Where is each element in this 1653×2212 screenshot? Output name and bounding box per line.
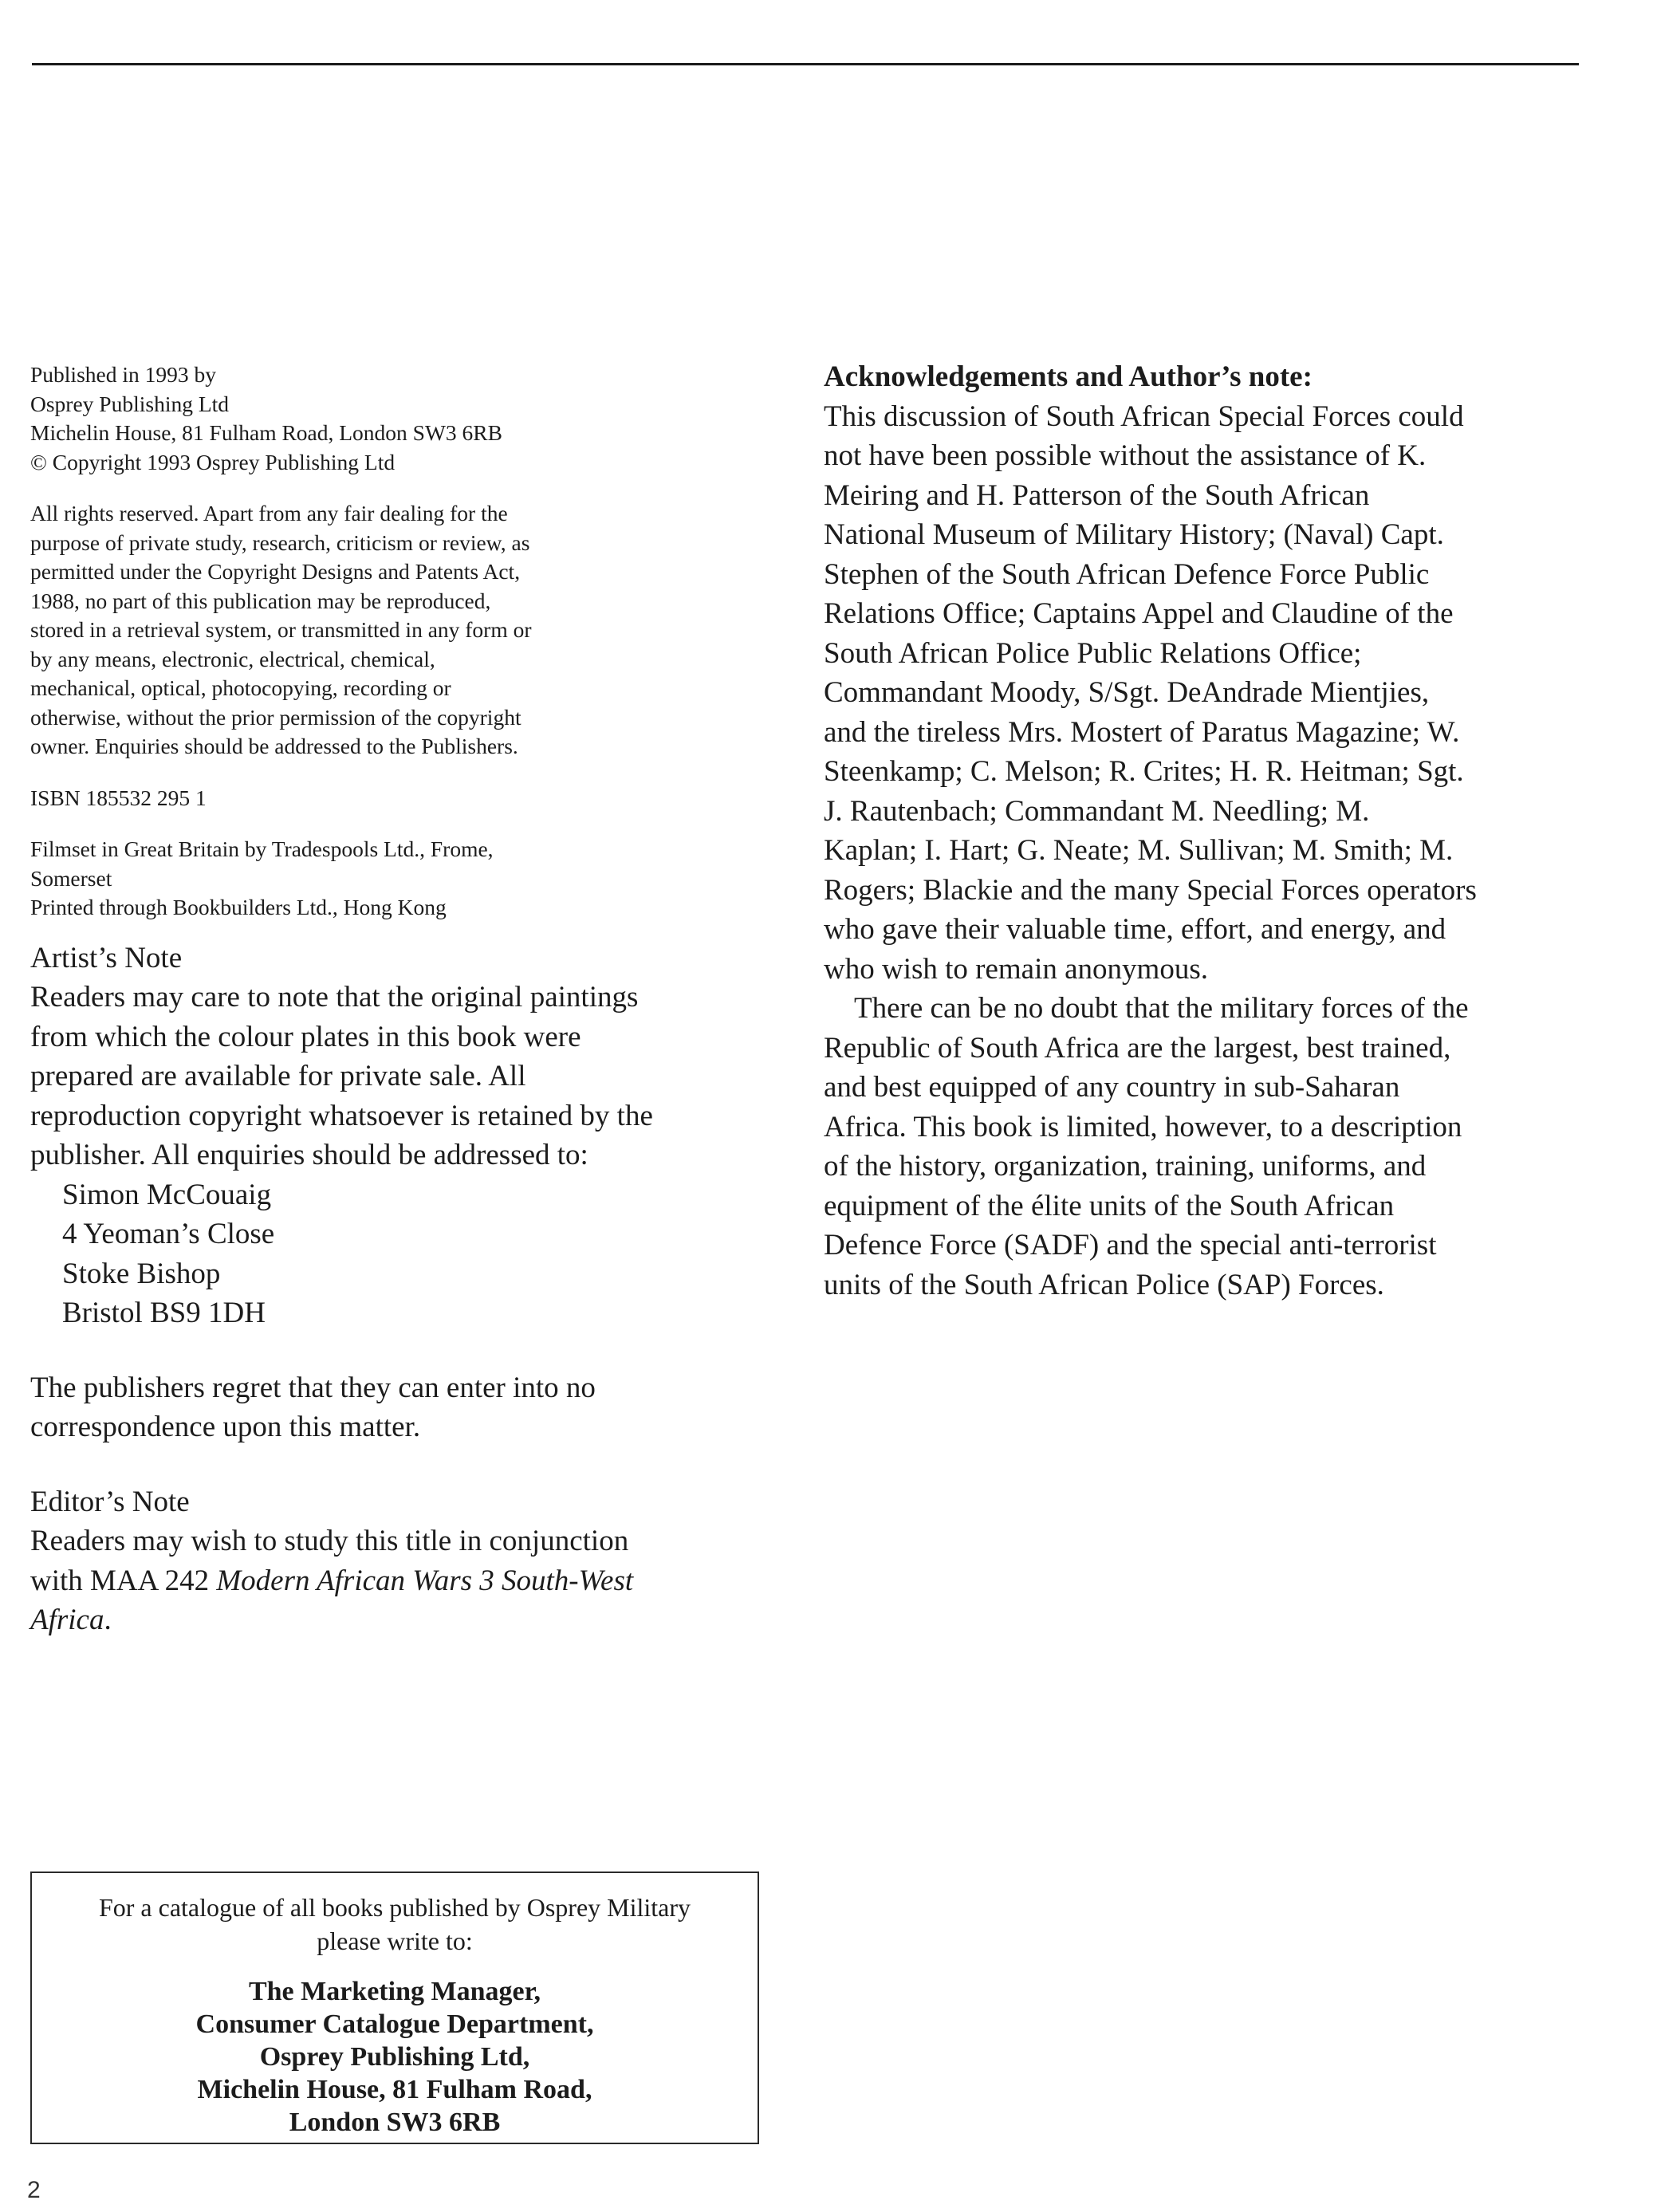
catalogue-box — [30, 1872, 759, 2144]
catalogue-intro-line: For a catalogue of all books published by Osprey Military — [98, 1893, 691, 1922]
ack-line: Stephen of the South African Defence Force Public — [824, 557, 1430, 591]
acknowledgements-heading: Acknowledgements and Author’s note: — [824, 360, 1313, 393]
ack-line: Defence Force (SADF) and the special anti-terrorist — [824, 1229, 1437, 1261]
ack-line: This discussion of South African Special Forces could — [824, 399, 1464, 433]
artists-note — [30, 939, 732, 1333]
editors-note-heading: Editor’s Note — [30, 1485, 190, 1518]
rights-line: mechanical, optical, photocopying, recording or — [30, 675, 451, 700]
print-line: Somerset — [30, 865, 112, 891]
print-info — [30, 835, 732, 923]
catalogue-address-line: Osprey Publishing Ltd, — [259, 2042, 530, 2072]
artist-address-line: Simon McCouaig — [62, 1178, 272, 1211]
left-column — [30, 360, 732, 1640]
ack-line: Relations Office; Captains Appel and Claudine of the — [824, 597, 1454, 630]
ack-line: and best equipped of any country in sub-Saharan — [824, 1071, 1400, 1104]
catalogue-intro-line: please write to: — [317, 1927, 473, 1955]
isbn: ISBN 185532 295 1 — [30, 785, 207, 810]
artist-address-line: 4 Yeoman’s Close — [62, 1218, 275, 1250]
editors-note-line — [30, 1561, 732, 1601]
publisher-line: Osprey Publishing Ltd — [30, 391, 230, 416]
editors-note-line — [30, 1600, 732, 1640]
artists-note-heading: Artist’s Note — [30, 941, 183, 974]
artists-note-line: reproduction copyright whatsoever is retained by the — [30, 1099, 653, 1132]
top-rule — [32, 63, 1579, 65]
catalogue-address-line: London SW3 6RB — [289, 2108, 501, 2137]
ack-line: Republic of South Africa are the largest, best trained, — [824, 1031, 1451, 1065]
catalogue-address-line: Consumer Catalogue Department, — [195, 2009, 594, 2039]
artist-address-line: Bristol BS9 1DH — [62, 1297, 266, 1329]
catalogue-address — [32, 1975, 758, 2139]
ack-line: who gave their valuable time, effort, and energy, and — [824, 913, 1446, 946]
editors-note-text: with MAA 242 — [30, 1564, 217, 1597]
publisher-line: Published in 1993 by — [30, 362, 216, 387]
ack-line: Steenkamp; C. Melson; R. Crites; H. R. Heitman; Sgt. — [824, 755, 1464, 788]
catalogue-address-line: Michelin House, 81 Fulham Road, — [197, 2075, 592, 2104]
ack-line: units of the South African Police (SAP) Forces. — [824, 1268, 1384, 1301]
ack-line: Africa. This book is limited, however, to a description — [824, 1110, 1462, 1143]
artists-note-line: from which the colour plates in this book were — [30, 1020, 581, 1053]
rights-notice — [30, 499, 732, 762]
editors-note — [30, 1482, 732, 1640]
regret-line: correspondence upon this matter. — [30, 1411, 421, 1443]
ack-line: Meiring and H. Patterson of the South African — [824, 478, 1370, 512]
print-line: Printed through Bookbuilders Ltd., Hong Kong — [30, 895, 447, 919]
book-title: Modern African Wars 3 South-West — [216, 1564, 634, 1597]
catalogue-intro — [32, 1891, 758, 1958]
rights-line: by any means, electronic, electrical, chemical, — [30, 646, 435, 671]
print-line: Filmset in Great Britain by Tradespools Ltd., Frome, — [30, 836, 494, 861]
ack-line: Commandant Moody, S/Sgt. DeAndrade Mientjies, — [824, 676, 1430, 709]
publisher-line: Michelin House, 81 Fulham Road, London SW3 6RB — [30, 420, 502, 445]
ack-line: South African Police Public Relations Office; — [824, 636, 1362, 670]
artists-note-line: Readers may care to note that the original paintings — [30, 981, 639, 1014]
book-title: Africa — [30, 1604, 104, 1636]
ack-line: National Museum of Military History; (Naval) Capt. — [824, 518, 1444, 551]
rights-line: otherwise, without the prior permission of the copyright — [30, 704, 521, 730]
ack-line: who wish to remain anonymous. — [824, 952, 1208, 986]
rights-line: purpose of private study, research, criticism or review, as — [30, 529, 530, 555]
ack-line: of the history, organization, training, uniforms, and — [824, 1150, 1427, 1183]
rights-line: stored in a retrieval system, or transmitted in any form or — [30, 617, 532, 642]
ack-line: not have been possible without the assistance of K. — [824, 439, 1427, 472]
artists-note-line: publisher. All enquiries should be addressed to: — [30, 1139, 588, 1171]
rights-line: permitted under the Copyright Designs and Patents Act, — [30, 559, 521, 584]
rights-line: All rights reserved. Apart from any fair dealing for the — [30, 501, 508, 525]
page-number: 2 — [27, 2177, 41, 2203]
publisher-line: © Copyright 1993 Osprey Publishing Ltd — [30, 449, 396, 474]
ack-line: J. Rautenbach; Commandant M. Needling; M. — [824, 794, 1370, 828]
ack-line: There can be no doubt that the military forces of the — [854, 992, 1469, 1025]
ack-line: and the tireless Mrs. Mostert of Paratus Magazine; W. — [824, 715, 1460, 749]
artists-note-line: prepared are available for private sale. All — [30, 1060, 526, 1092]
ack-line: equipment of the élite units of the South African — [824, 1189, 1395, 1222]
ack-line: Rogers; Blackie and the many Special Forces operators — [824, 873, 1477, 907]
acknowledgements — [824, 357, 1557, 1305]
rights-line: 1988, no part of this publication may be reproduced, — [30, 588, 491, 613]
rights-line: owner. Enquiries should be addressed to the Publishers. — [30, 734, 518, 758]
publishers-regret — [30, 1368, 732, 1447]
ack-line: Kaplan; I. Hart; G. Neate; M. Sullivan; M. Smith; M. — [824, 834, 1454, 867]
artist-address-line: Stoke Bishop — [62, 1257, 221, 1290]
editors-note-text: . — [104, 1604, 112, 1636]
publisher-info — [30, 360, 732, 477]
catalogue-address-line: The Marketing Manager, — [248, 1977, 541, 2006]
regret-line: The publishers regret that they can enter into no — [30, 1371, 596, 1404]
editors-note-line: Readers may wish to study this title in conjunction — [30, 1525, 629, 1557]
